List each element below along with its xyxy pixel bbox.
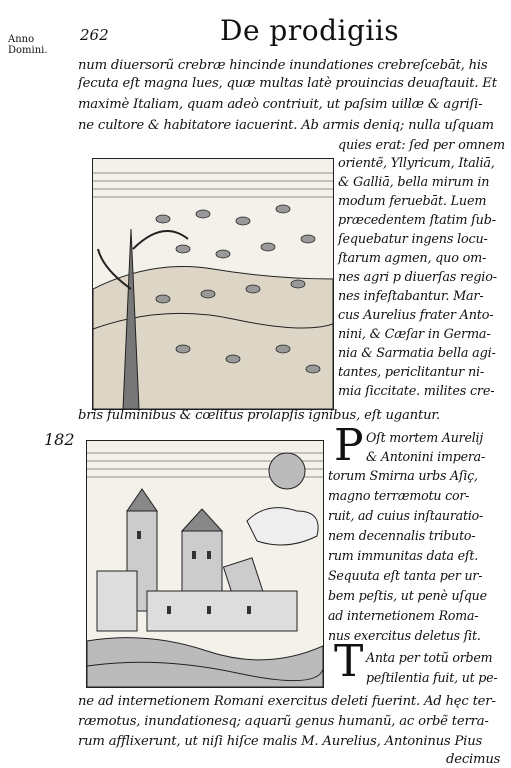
earthquake-woodcut	[86, 440, 324, 688]
text-line: ſecuta eſt magna lues, quæ multas latè prouincias deuaſtauit. Et	[78, 76, 497, 91]
text-line: nes infeſtabantur. Mar-	[338, 289, 484, 304]
side-number: 182	[44, 430, 75, 449]
text-line: magno terræmotu cor-	[328, 488, 470, 503]
text-line: cus Aurelius frater Anto-	[338, 308, 494, 323]
text-line: torum Smirna urbs Aſiç,	[328, 468, 478, 483]
initial-letter-t: T	[334, 636, 364, 687]
catchword: decimus	[446, 752, 501, 767]
text-line: rum immunitas data eſt.	[328, 548, 478, 563]
text-line: & Antonini impera-	[366, 449, 486, 464]
text-line: rum afflixerunt, ut niſi hiſce malis M. Aurelius, Antoninus Pius	[78, 734, 483, 749]
locust-woodcut	[92, 158, 334, 410]
text-line: Sequuta eſt tanta per ur-	[328, 568, 483, 583]
text-line: Oſt mortem Aurelij	[366, 430, 484, 445]
page-number: 262	[80, 26, 109, 44]
text-line: nini, & Cæſar in Germa-	[338, 327, 491, 342]
text-line: nus exercitus deletus ſit.	[328, 628, 481, 643]
text-line: Anta per totũ orbem	[366, 650, 493, 665]
text-line: ne ad internetionem Romani exercitus deleti fuerint. Ad hęc ter-	[78, 694, 496, 709]
text-line: nes agri p diuerſas regio-	[338, 270, 497, 285]
text-line: præcedentem ſtatim ſub-	[338, 213, 496, 228]
text-line: orientẽ, Yllyricum, Italiā,	[338, 156, 495, 171]
text-line: quies erat: ſed per omnem	[338, 138, 505, 153]
text-line: ne cultore & habitatore iacuerint. Ab armis deniq; nulla uſquam	[78, 118, 494, 133]
text-line: bem peſtis, ut penè uſque	[328, 588, 487, 603]
text-line: & Galliā, bella mirum in	[338, 175, 490, 190]
text-line: bris fulminibus & cœlitus prolapſis ignibus, eſt ugantur.	[78, 408, 441, 423]
text-line: ad internetionem Roma-	[328, 608, 479, 623]
text-line: nia & Sarmatia bella agi-	[338, 346, 496, 361]
running-head: De prodigiis	[220, 14, 400, 47]
text-line: tantes, periclitantur ni-	[338, 365, 485, 380]
text-line: ræmotus, inundationesq; aquarũ genus humanũ, ac orbẽ terra-	[78, 714, 489, 729]
text-line: modum feruebāt. Luem	[338, 194, 487, 209]
text-line: ſequebatur ingens locu-	[338, 232, 488, 247]
text-line: ruit, ad cuius inſtauratio-	[328, 508, 484, 523]
text-line: ſtarum agmen, quo om-	[338, 251, 487, 266]
text-line: peſtilentia fuit, ut pe-	[366, 670, 498, 685]
text-line: maximè Italiam, quam adeò contriuit, ut paſsim uillæ & agriſi-	[78, 97, 483, 112]
margin-note: Anno Domini.	[8, 34, 48, 56]
text-line: num diuersorũ crebræ hincinde inundationes crebreſcebāt, his	[78, 58, 488, 73]
text-line: nem decennalis tributo-	[328, 528, 476, 543]
initial-letter-p: P	[334, 420, 364, 471]
text-line: mia ſiccitate. milites cre-	[338, 384, 495, 399]
